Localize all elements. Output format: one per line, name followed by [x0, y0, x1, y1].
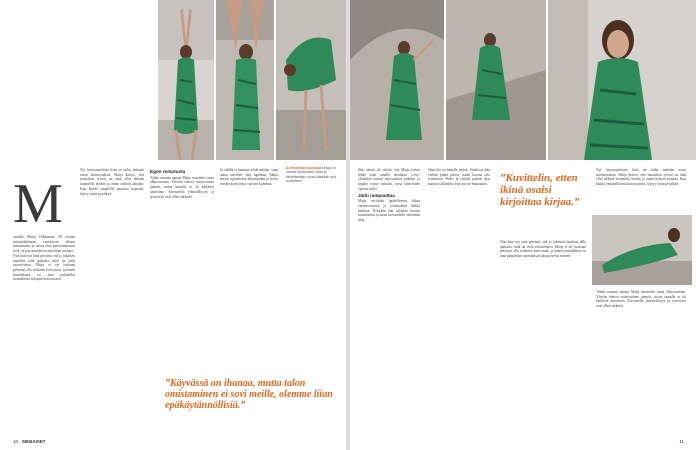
- column-9: [596, 290, 686, 440]
- column-3-body: Tähän samaan tapaan Maija muistelee omia alkuvuosiaan. Yleisön edessä esiintyminen jännitti, mutta samalla se oli kaikkein antoisinta. Kiertueella yhteisöllisyys ja työtoverit ovat olleet tärkeitä.: [150, 175, 214, 199]
- column-2: [80, 168, 144, 438]
- subheading-egon-romutusta: Egon romutusta: [150, 169, 186, 174]
- column-9-body: Tähän samaan tapaan Maija muistelee omia alkuvuosiaan. Yleisön edessä esiintyminen jännitti, mutta samalla se oli kaikkein antoisinta. Kiertueella yhteisöllisyys ja työtoverit ovat olleet tärkeitä.: [596, 290, 686, 309]
- column-6: [428, 168, 490, 443]
- photo-woman-bending-back: [276, 0, 346, 160]
- drop-cap: M: [13, 173, 63, 235]
- column-4-body: Ja välillä ei kannata tehdä mitään, vaan antaa asioiden vain tapahtua. Maija kertoo oppineensa hiljaisuuden ja levon merkityksen vasta vuosien kuluessa.: [220, 168, 278, 187]
- pull-quote-right: ”Kuvittelin, etten ikinä osaisi kirjoittaa kirjaa.”: [500, 172, 580, 208]
- column-1: [13, 235, 75, 435]
- right-folio: 11: [679, 439, 684, 444]
- photo-woman-arms-raised: [158, 0, 214, 160]
- intro-paragraph: uusikko Maija Vilkkumaa, 38, otettaa valaattilauluaan vuotuisista alkaen tunnettuuksi ja raivaa tilaa puistoittamassa rock- ja pop-musiikissa taiteilijan asemaa.: [13, 235, 75, 254]
- column-5: [358, 168, 420, 443]
- magazine-name: MENAISET: [22, 439, 46, 444]
- column-3: [150, 168, 214, 378]
- pull-quote-left: ”Käyvässä on ihanaa, mutta talon omistaminen ei sovi meille, olemme liian epäkäytännöllisiä.”: [165, 378, 333, 411]
- column-1-body: Niin kuin nyt tänä päivänä, että jo jokaisen tapahtuu tällä paikasta, mitä on vielä saavutettava. Maija ei ole koskaan pelännyt olla erilainen kuin muut, ja hänen musiikkinsa on aina puhutellut suomalaisia sukupolvesta toiseen.: [13, 253, 75, 282]
- column-4: [220, 168, 278, 378]
- photo-woman-stone-arch: [350, 0, 444, 160]
- subheading-jarki-rampauttaa: Järki rampauttaa: [358, 192, 395, 198]
- photo-woman-stone-steps: [446, 0, 546, 160]
- caption-text: Maija on valmis löytämään uutta ja kehittämään omaa ääntään yhä uudelleen.: [286, 166, 337, 184]
- column-7-body: Niin kuin nyt tänä päivänä, että jo jokaisen tapahtuu tällä paikasta, mitä on vielä saavutettava. Maija ei ole koskaan pelännyt olla erilainen kuin muut, ja hänen musiikkinsa on aina puhutellut suomalaisia sukupolvesta toiseen.: [500, 240, 586, 259]
- caption-lead: Aiemmissa vuosissa: [286, 166, 322, 170]
- left-folio: [13, 439, 46, 444]
- column-2-body: Nyt luovuuspäiväni lisää on tullut mukaan uusia ulottuvuuksia. Maija kertoo, että muusikon työssä on aina ollut tärkeää kuunnella itseään ja omaa sisäistä ääntään. Kun kaikki ympärillä muuttuu nopeasti, täytyy osata pysähtyä.: [80, 168, 144, 196]
- photo-woman-smiling: [548, 0, 696, 160]
- photo-caption: [286, 166, 342, 184]
- left-page-number: 10: [13, 439, 19, 444]
- column-7: [500, 240, 586, 440]
- column-6-body: Oma tila on hänelle tärkeä. Studiossa hän viettää pitkiä päiviä, mutta kotona arki rauhoittuu. Perhe ja ystävät pitävät jalat maassa silloinkin, kun ura vie mukanaan.: [428, 168, 490, 187]
- photo-woman-lying-on-step: [592, 215, 692, 285]
- column-5-body: Maija myöntää järkeilleensä liikaa varhaisvuosina ja yrittäneensä hallita kaikkea. Nykyään hän uskaltaa luottaa intuitioonsa ja antaa luovuudelle enemmän tilaa.: [358, 199, 420, 223]
- photo-woman-hands-on-head: [216, 0, 274, 160]
- page-gutter: [346, 0, 350, 450]
- column-8: [596, 168, 686, 213]
- column-8-body: Nyt luovuuspäiväni lisää on tullut mukaan uusia ulottuvuuksia. Maija kertoo, että muusikon työssä on aina ollut tärkeää kuunnella itseään ja omaa sisäistä ääntään. Kun kaikki ympärillä muuttuu nopeasti, täytyy osata pysähtyä.: [596, 168, 686, 187]
- column-5-intro: Heti alussa oli selvää, että Maija halusi tehdä asiat omalla tavallaan. Levy-yhtiöiden kanssa neuvoteltiin pitkään, ja lopulta syntyi ratkaisu, jossa taiteellinen vapaus säilyi.: [358, 168, 420, 191]
